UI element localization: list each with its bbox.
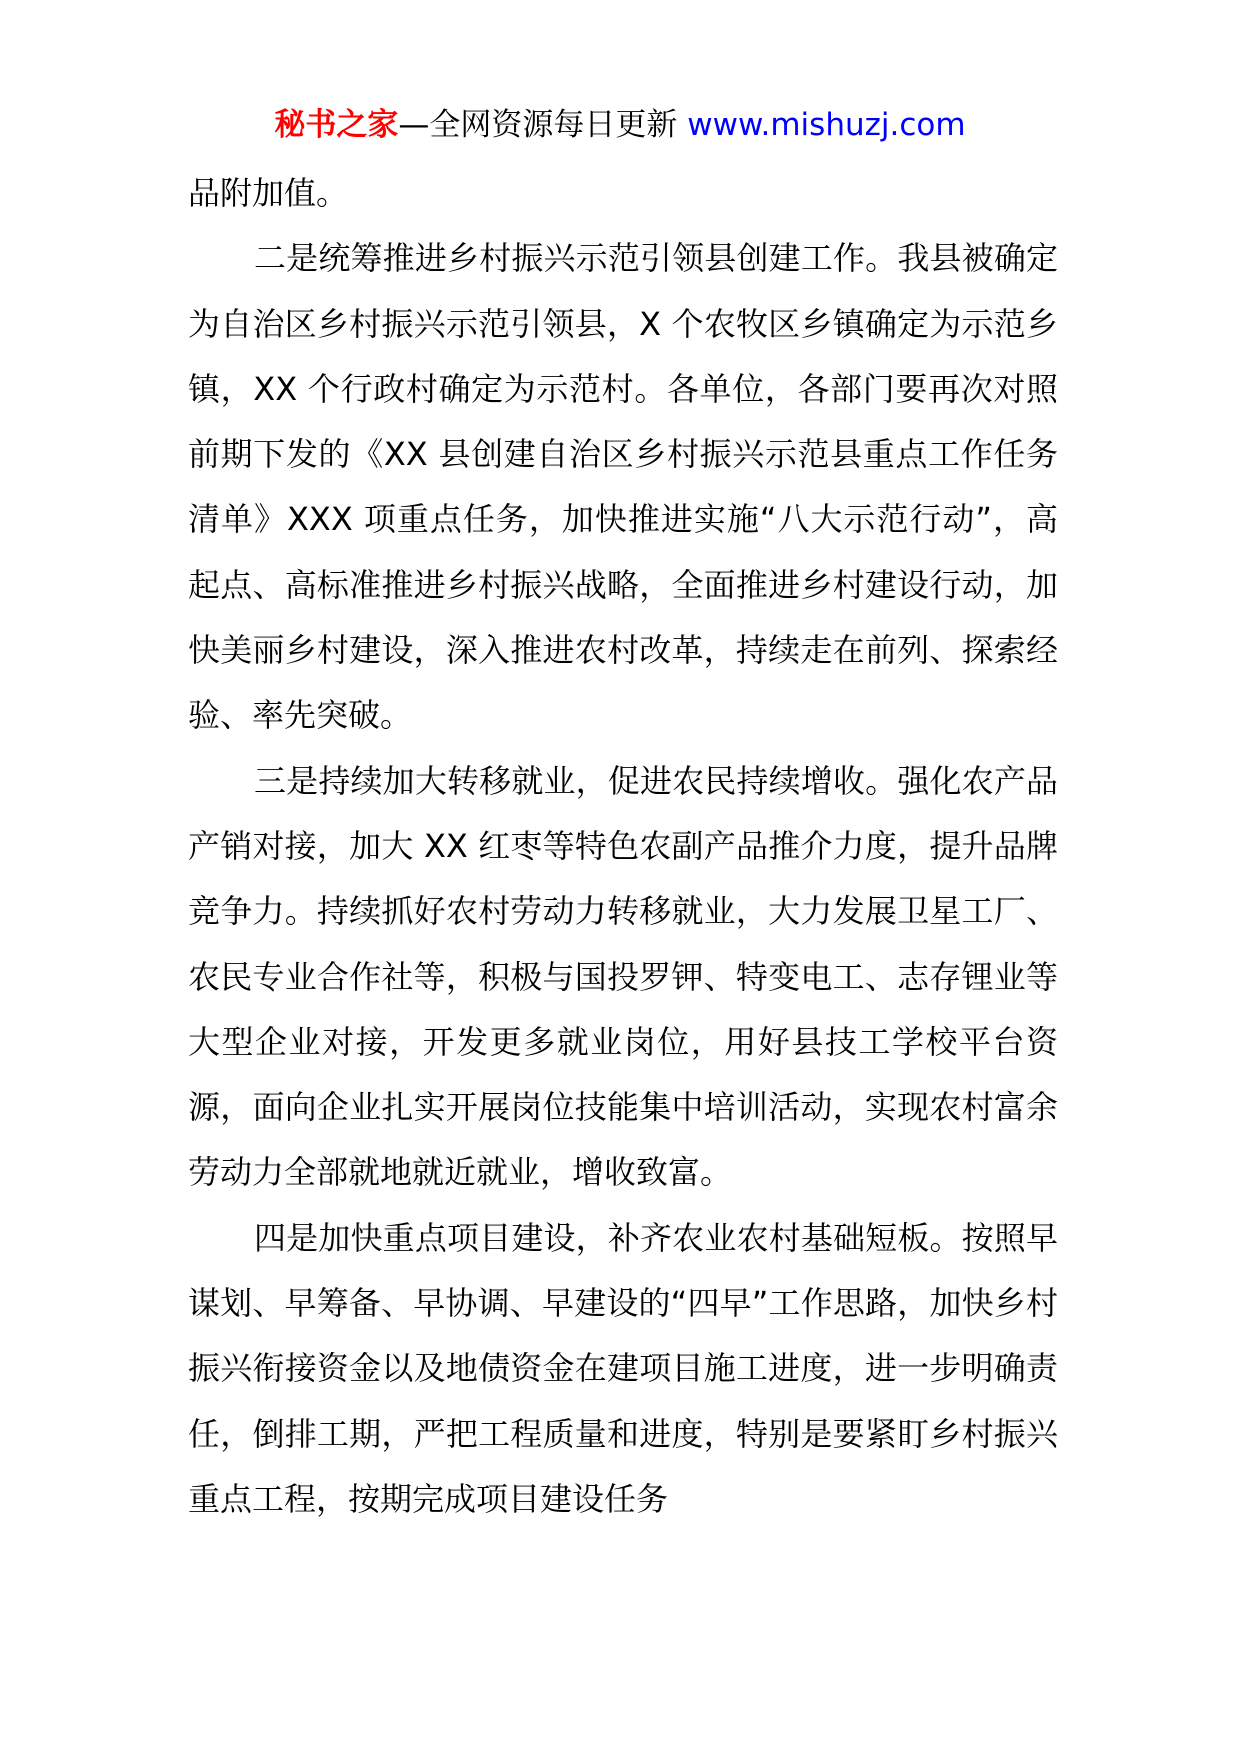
brand-name: 秘书之家	[274, 107, 399, 143]
site-url-link[interactable]: www.mishuzj.com	[687, 107, 966, 143]
header-slogan: —全网资源每日更新	[398, 107, 678, 143]
document-body	[188, 161, 1058, 1532]
paragraph-point-two: 二是统筹推进乡村振兴示范引领县创建工作。我县被确定为自治区乡村振兴示范引领县，X 个农牧区乡镇确定为示范乡镇，XX 个行政村确定为示范村。各单位，各部门要再次对照前期下发的《XX 县创建自治区乡村振兴示范县重点工作任务清单》XXX 项重点任务，加快推进实施“八大示范行动”，高起点、高标准推进乡村振兴战略，全面推进乡村建设行动，加快美丽乡村建设，深入推进农村改革，持续走在前列、探索经验、率先突破。	[188, 239, 1058, 735]
page-header	[0, 98, 1240, 152]
paragraph-point-three: 三是持续加大转移就业，促进农民持续增收。强化农产品产销对接，加大 XX 红枣等特色农副产品推介力度，提升品牌竞争力。持续抓好农村劳动力转移就业，大力发展卫星工厂、农民专业合作社等，积极与国投罗钾、特变电工、志存锂业等大型企业对接，开发更多就业岗位，用好县技工学校平台资源，面向企业扎实开展岗位技能集中培训活动，实现农村富余劳动力全部就地就近就业，增收致富。	[188, 761, 1058, 1192]
paragraph-point-four: 四是加快重点项目建设，补齐农业农村基础短板。按照早谋划、早筹备、早协调、早建设的“四早”工作思路，加快乡村振兴衔接资金以及地债资金在建项目施工进度，进一步明确责任，倒排工期，严把工程质量和进度，特别是要紧盯乡村振兴重点工程，按期完成项目建设任务	[188, 1218, 1058, 1518]
paragraph-continuation: 品附加值。	[188, 174, 349, 212]
